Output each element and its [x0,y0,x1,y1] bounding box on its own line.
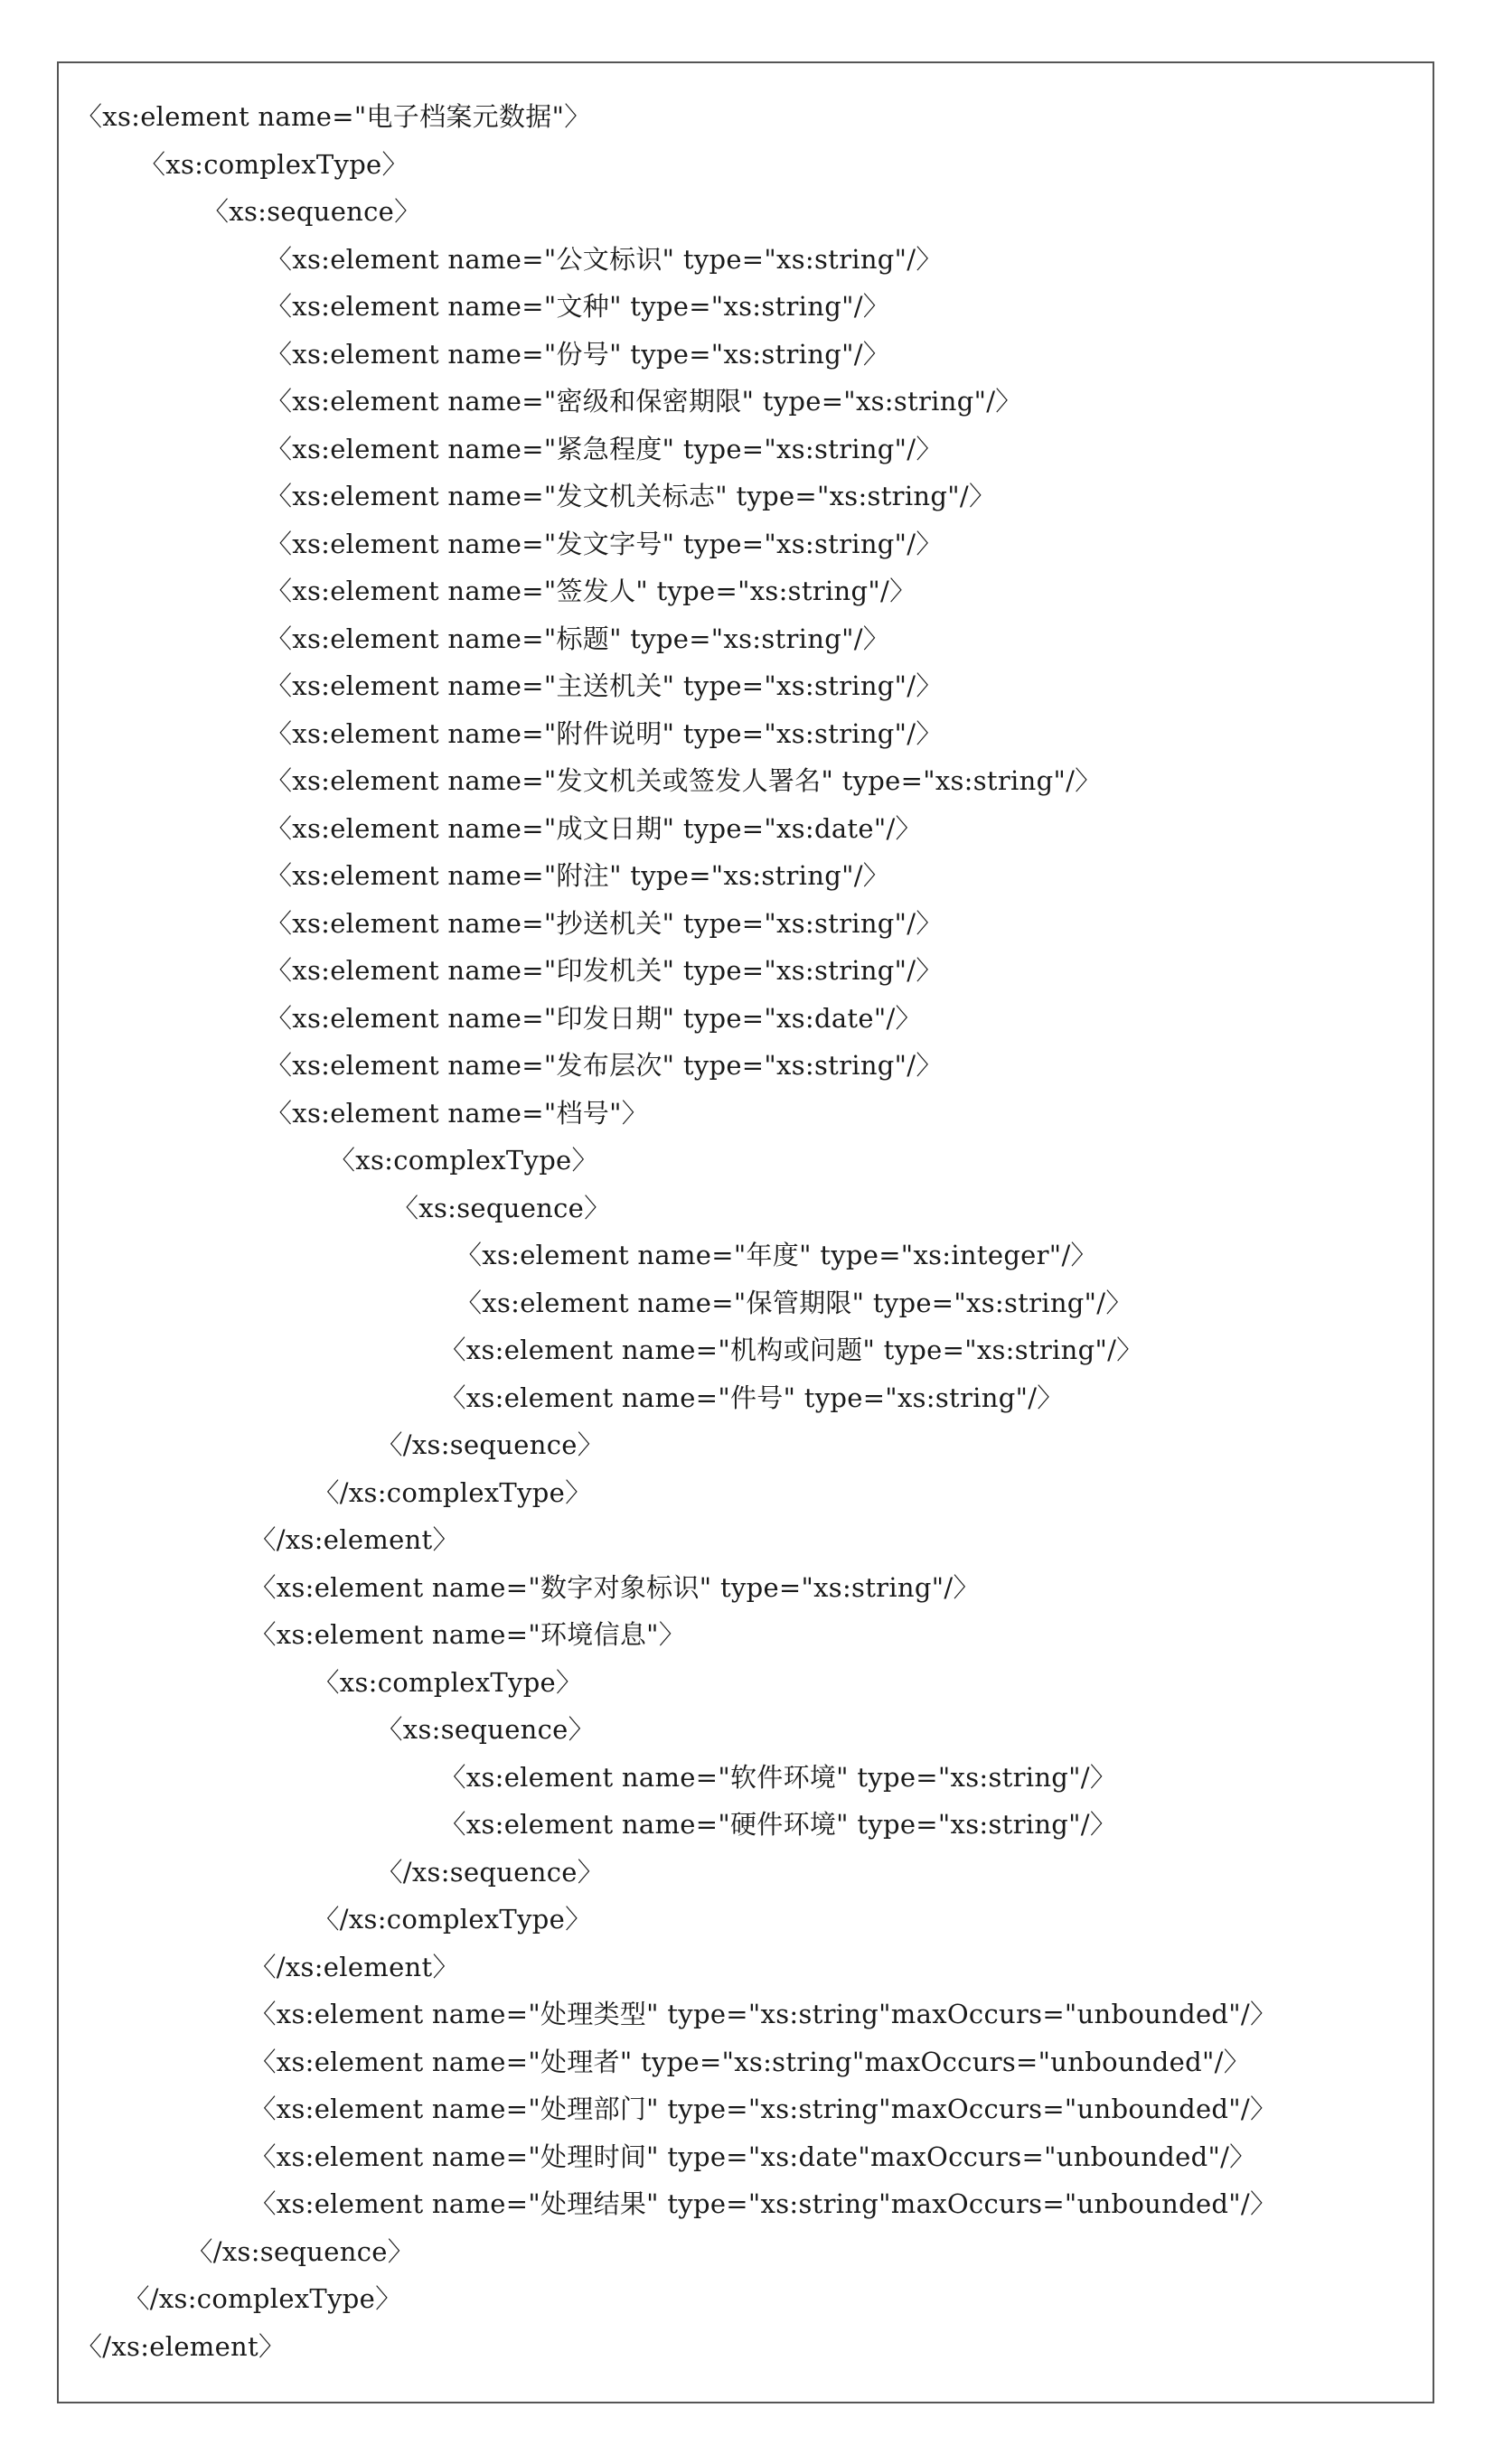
code-line: 〈/xs:sequence〉 [376,1429,605,1460]
code-line: 〈/xs:sequence〉 [186,2235,415,2267]
code-line: 〈xs:element name="软件环境" type="xs:string"/〉 [439,1761,1117,1793]
code-line: 〈/xs:complexType〉 [123,2283,402,2314]
code-line: 〈xs:element name="发布层次" type="xs:string"/〉 [266,1050,943,1081]
code-line: 〈xs:element name="公文标识" type="xs:string"/〉 [266,243,943,275]
code-line: 〈xs:element name="保管期限" type="xs:string"/〉 [456,1287,1132,1318]
code-line: 〈xs:sequence〉 [202,196,421,227]
code-line: 〈xs:element name="紧急程度" type="xs:string"/〉 [266,433,943,464]
code-line: 〈xs:element name="成文日期" type="xs:date"/〉 [266,812,922,844]
code-line: 〈/xs:element〉 [249,1951,459,1982]
code-line: 〈xs:element name="发文机关或签发人署名" type="xs:string"/〉 [266,765,1102,796]
code-line: 〈xs:element name="处理时间" type="xs:date"maxOccurs="unbounded"/〉 [249,2141,1256,2172]
code-line: 〈xs:element name="机构或问题" type="xs:string"/〉 [439,1335,1143,1365]
code-line: 〈xs:complexType〉 [313,1666,583,1698]
code-line: 〈xs:element name="附件说明" type="xs:string"/〉 [266,717,943,749]
code-line: 〈xs:element name="主送机关" type="xs:string"/〉 [266,670,943,701]
code-line: 〈xs:element name="印发机关" type="xs:string"/〉 [266,955,943,986]
code-line: 〈/xs:complexType〉 [313,1476,592,1508]
code-line: 〈xs:complexType〉 [329,1145,598,1176]
code-line: 〈xs:element name="发文机关标志" type="xs:string"/〉 [266,481,996,511]
code-line: 〈xs:element name="数字对象标识" type="xs:string"/〉 [249,1571,980,1603]
code-line: 〈xs:element name="抄送机关" type="xs:string"/〉 [266,907,943,939]
code-line: 〈xs:element name="份号" type="xs:string"/〉 [266,338,890,370]
code-line: 〈xs:element name="发文字号" type="xs:string"/〉 [266,528,943,559]
code-line: 〈xs:sequence〉 [376,1714,595,1745]
code-line: 〈xs:complexType〉 [139,148,409,180]
code-line: 〈xs:element name="密级和保密期限" type="xs:string"/〉 [266,386,1022,417]
code-line: 〈xs:element name="处理结果" type="xs:string"maxOccurs="unbounded"/〉 [249,2188,1277,2219]
code-line: 〈xs:element name="印发日期" type="xs:date"/〉 [266,1002,922,1034]
code-line: 〈xs:element name="年度" type="xs:integer"/〉 [456,1240,1097,1270]
code-line: 〈/xs:element〉 [249,1524,459,1555]
code-line: 〈xs:element name="文种" type="xs:string"/〉 [266,291,890,322]
code-line: 〈xs:element name="签发人" type="xs:string"/〉 [266,576,916,606]
code-line: 〈xs:element name="附注" type="xs:string"/〉 [266,860,890,891]
code-line: 〈xs:element name="件号" type="xs:string"/〉 [439,1382,1064,1413]
code-line: 〈xs:element name="电子档案元数据"〉 [76,101,591,132]
code-line: 〈xs:element name="硬件环境" type="xs:string"/〉 [439,1809,1117,1840]
code-line: 〈/xs:element〉 [76,2330,286,2362]
code-line: 〈xs:element name="环境信息"〉 [249,1619,686,1650]
code-line: 〈xs:element name="档号"〉 [266,1097,649,1129]
code-line: 〈xs:element name="处理者" type="xs:string"maxOccurs="unbounded"/〉 [249,2046,1250,2077]
code-line: 〈xs:element name="处理部门" type="xs:string"maxOccurs="unbounded"/〉 [249,2094,1277,2124]
code-frame [57,61,1434,2403]
code-line: 〈xs:element name="标题" type="xs:string"/〉 [266,623,890,654]
xml-schema-listing [59,63,1433,2402]
code-line: 〈xs:sequence〉 [392,1192,611,1223]
code-line: 〈/xs:complexType〉 [313,1904,592,1935]
code-line: 〈xs:element name="处理类型" type="xs:string"maxOccurs="unbounded"/〉 [249,1999,1277,2029]
code-line: 〈/xs:sequence〉 [376,1856,605,1888]
